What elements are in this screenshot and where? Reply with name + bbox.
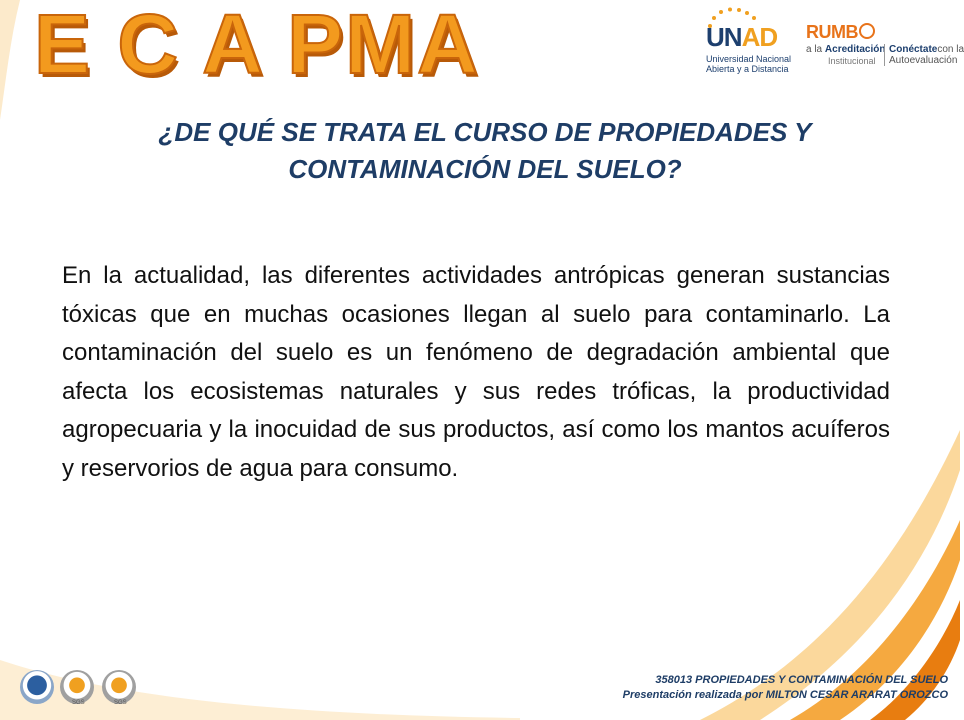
footer-author: Presentación realizada por MILTON CESAR ARARAT OROZCO [622, 689, 948, 701]
compass-icon [859, 23, 875, 39]
unad-n: N [723, 22, 742, 52]
unad-u: U [706, 22, 724, 52]
unad-ad: AD [741, 22, 778, 52]
heading-line2: CONTAMINACIÓN DEL SUELO? [288, 154, 682, 184]
footer-course: 358013 PROPIEDADES Y CONTAMINACIÓN DEL SUELO [655, 674, 948, 686]
footer-credits [348, 673, 948, 703]
certification-seal-icon [102, 670, 136, 704]
slide-heading [40, 114, 930, 188]
rumbo-right-rest: con la [937, 44, 964, 55]
certification-seals [20, 670, 140, 710]
rumbo-right-line2: Autoevaluación [889, 55, 958, 66]
rumbo-bold: Acreditación [824, 44, 886, 55]
unad-subtitle [706, 54, 796, 74]
rumbo-line3: Institucional [828, 56, 876, 66]
certification-seal-icon [60, 670, 94, 704]
unad-logo [700, 8, 790, 78]
rumbo-word: RUMB [806, 22, 858, 42]
rumbo-line2 [806, 44, 885, 55]
seal-tag-2: SGS [72, 700, 85, 706]
colombia-seal-icon [20, 670, 54, 704]
seal-tag-3: SGS [114, 700, 127, 706]
body-paragraph: En la actualidad, las diferentes actividades antrópicas generan sustancias tóxicas que en muchas ocasiones llegan al suelo para contaminarlo. La contaminación del suelo es un fenómeno de degradación ambiental que afecta los ecosistemas naturales y sus redes tróficas, la productividad agropecuaria y la inocuidad de sus productos, así como los mantos acuíferos y reservorios de agua para consumo. [62, 262, 890, 482]
rumbo-logo [806, 22, 964, 68]
rumbo-right-bold: Conéctate [889, 44, 938, 55]
unad-line2: Abierta y a Distancia [706, 64, 789, 74]
rumbo-tagline [884, 44, 964, 66]
unad-line1: Universidad Nacional [706, 54, 792, 64]
rumbo-prefix: a la [806, 44, 825, 55]
heading-line1: ¿DE QUÉ SE TRATA EL CURSO DE PROPIEDADES Y [158, 117, 812, 147]
brand-title: E C A PMA [34, 0, 480, 91]
unad-wordmark [706, 22, 777, 53]
rumbo-wordmark [806, 22, 875, 43]
